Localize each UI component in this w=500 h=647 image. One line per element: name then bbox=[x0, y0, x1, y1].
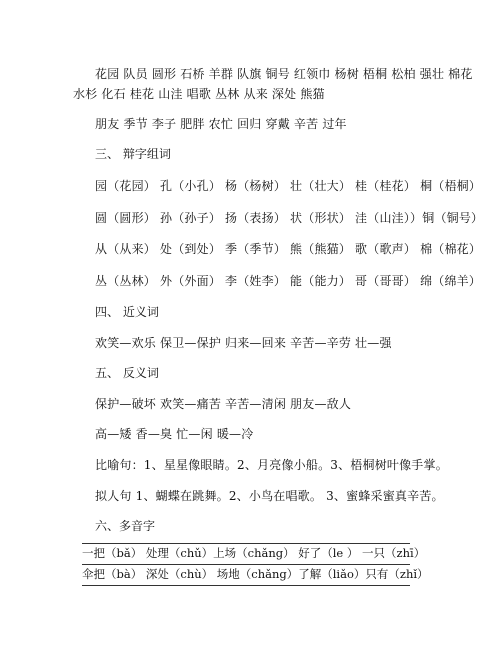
section-6-title: 六、多音字 bbox=[95, 519, 156, 533]
vocab-line-3: 朋友 季节 李子 肥胖 农忙 回归 穿戴 辛苦 过年 bbox=[95, 117, 347, 131]
table-cell: 伞把（bà） 深处（chù） 场地（chǎng）了解（liǎo）只有（zhǐ） bbox=[82, 567, 429, 581]
section-3-row-4: 丛（丛林） 外（外面） 李（姓李） 能（能力） 哥（哥哥） 绵（绵羊） bbox=[95, 274, 482, 288]
section-3-row-3: 从（从来） 处（到处） 季（季节） 熊（熊猫） 歌（歌声） 棉（棉花） bbox=[95, 242, 482, 256]
polyphone-table bbox=[82, 543, 429, 586]
section-3-title: 三、 辩字组词 bbox=[95, 147, 171, 161]
section-5-line-2: 高—矮 香—臭 忙—闲 暖—冷 bbox=[95, 427, 254, 441]
section-4-title: 四、 近义词 bbox=[95, 305, 159, 319]
section-3-row-2: 圆（圆形） 孙（孙子） 扬（表扬） 状（形状） 洼（山洼））铜（铜号） bbox=[95, 211, 484, 225]
vocab-line-2: 水杉 化石 桂花 山洼 唱歌 丛林 从来 深处 熊猫 bbox=[73, 87, 325, 101]
section-3-row-1: 园（花园） 孔（小孔） 杨（杨树） 壮（壮大） 桂（桂花） 桐（梧桐） bbox=[95, 179, 482, 193]
vocab-line-1: 花园 队员 圆形 石桥 羊群 队旗 铜号 红领巾 杨树 梧桐 松柏 强壮 棉花 bbox=[95, 67, 473, 81]
table-cell: 一把（bǎ） 处理（chǔ）上场（chǎng） 好了（le ） 一只（zhī） bbox=[82, 546, 426, 560]
table-row bbox=[82, 544, 426, 565]
section-4-content: 欢笑—欢乐 保卫—保护 归来—回来 辛苦—辛劳 壮—强 bbox=[95, 336, 392, 350]
metaphor-sentences: 比喻句：1、星星像眼睛。2、月亮像小船。3、梧桐树叶像手掌。 bbox=[95, 458, 448, 472]
section-5-title: 五、 反义词 bbox=[95, 366, 159, 380]
section-5-line-1: 保护—破坏 欢笑—痛苦 辛苦—清闲 朋友—敌人 bbox=[95, 397, 352, 411]
personification-sentences: 拟人句 1、蝴蝶在跳舞。2、小鸟在唱歌。 3、蜜蜂采蜜真辛苦。 bbox=[95, 489, 444, 503]
table-row bbox=[82, 565, 429, 585]
